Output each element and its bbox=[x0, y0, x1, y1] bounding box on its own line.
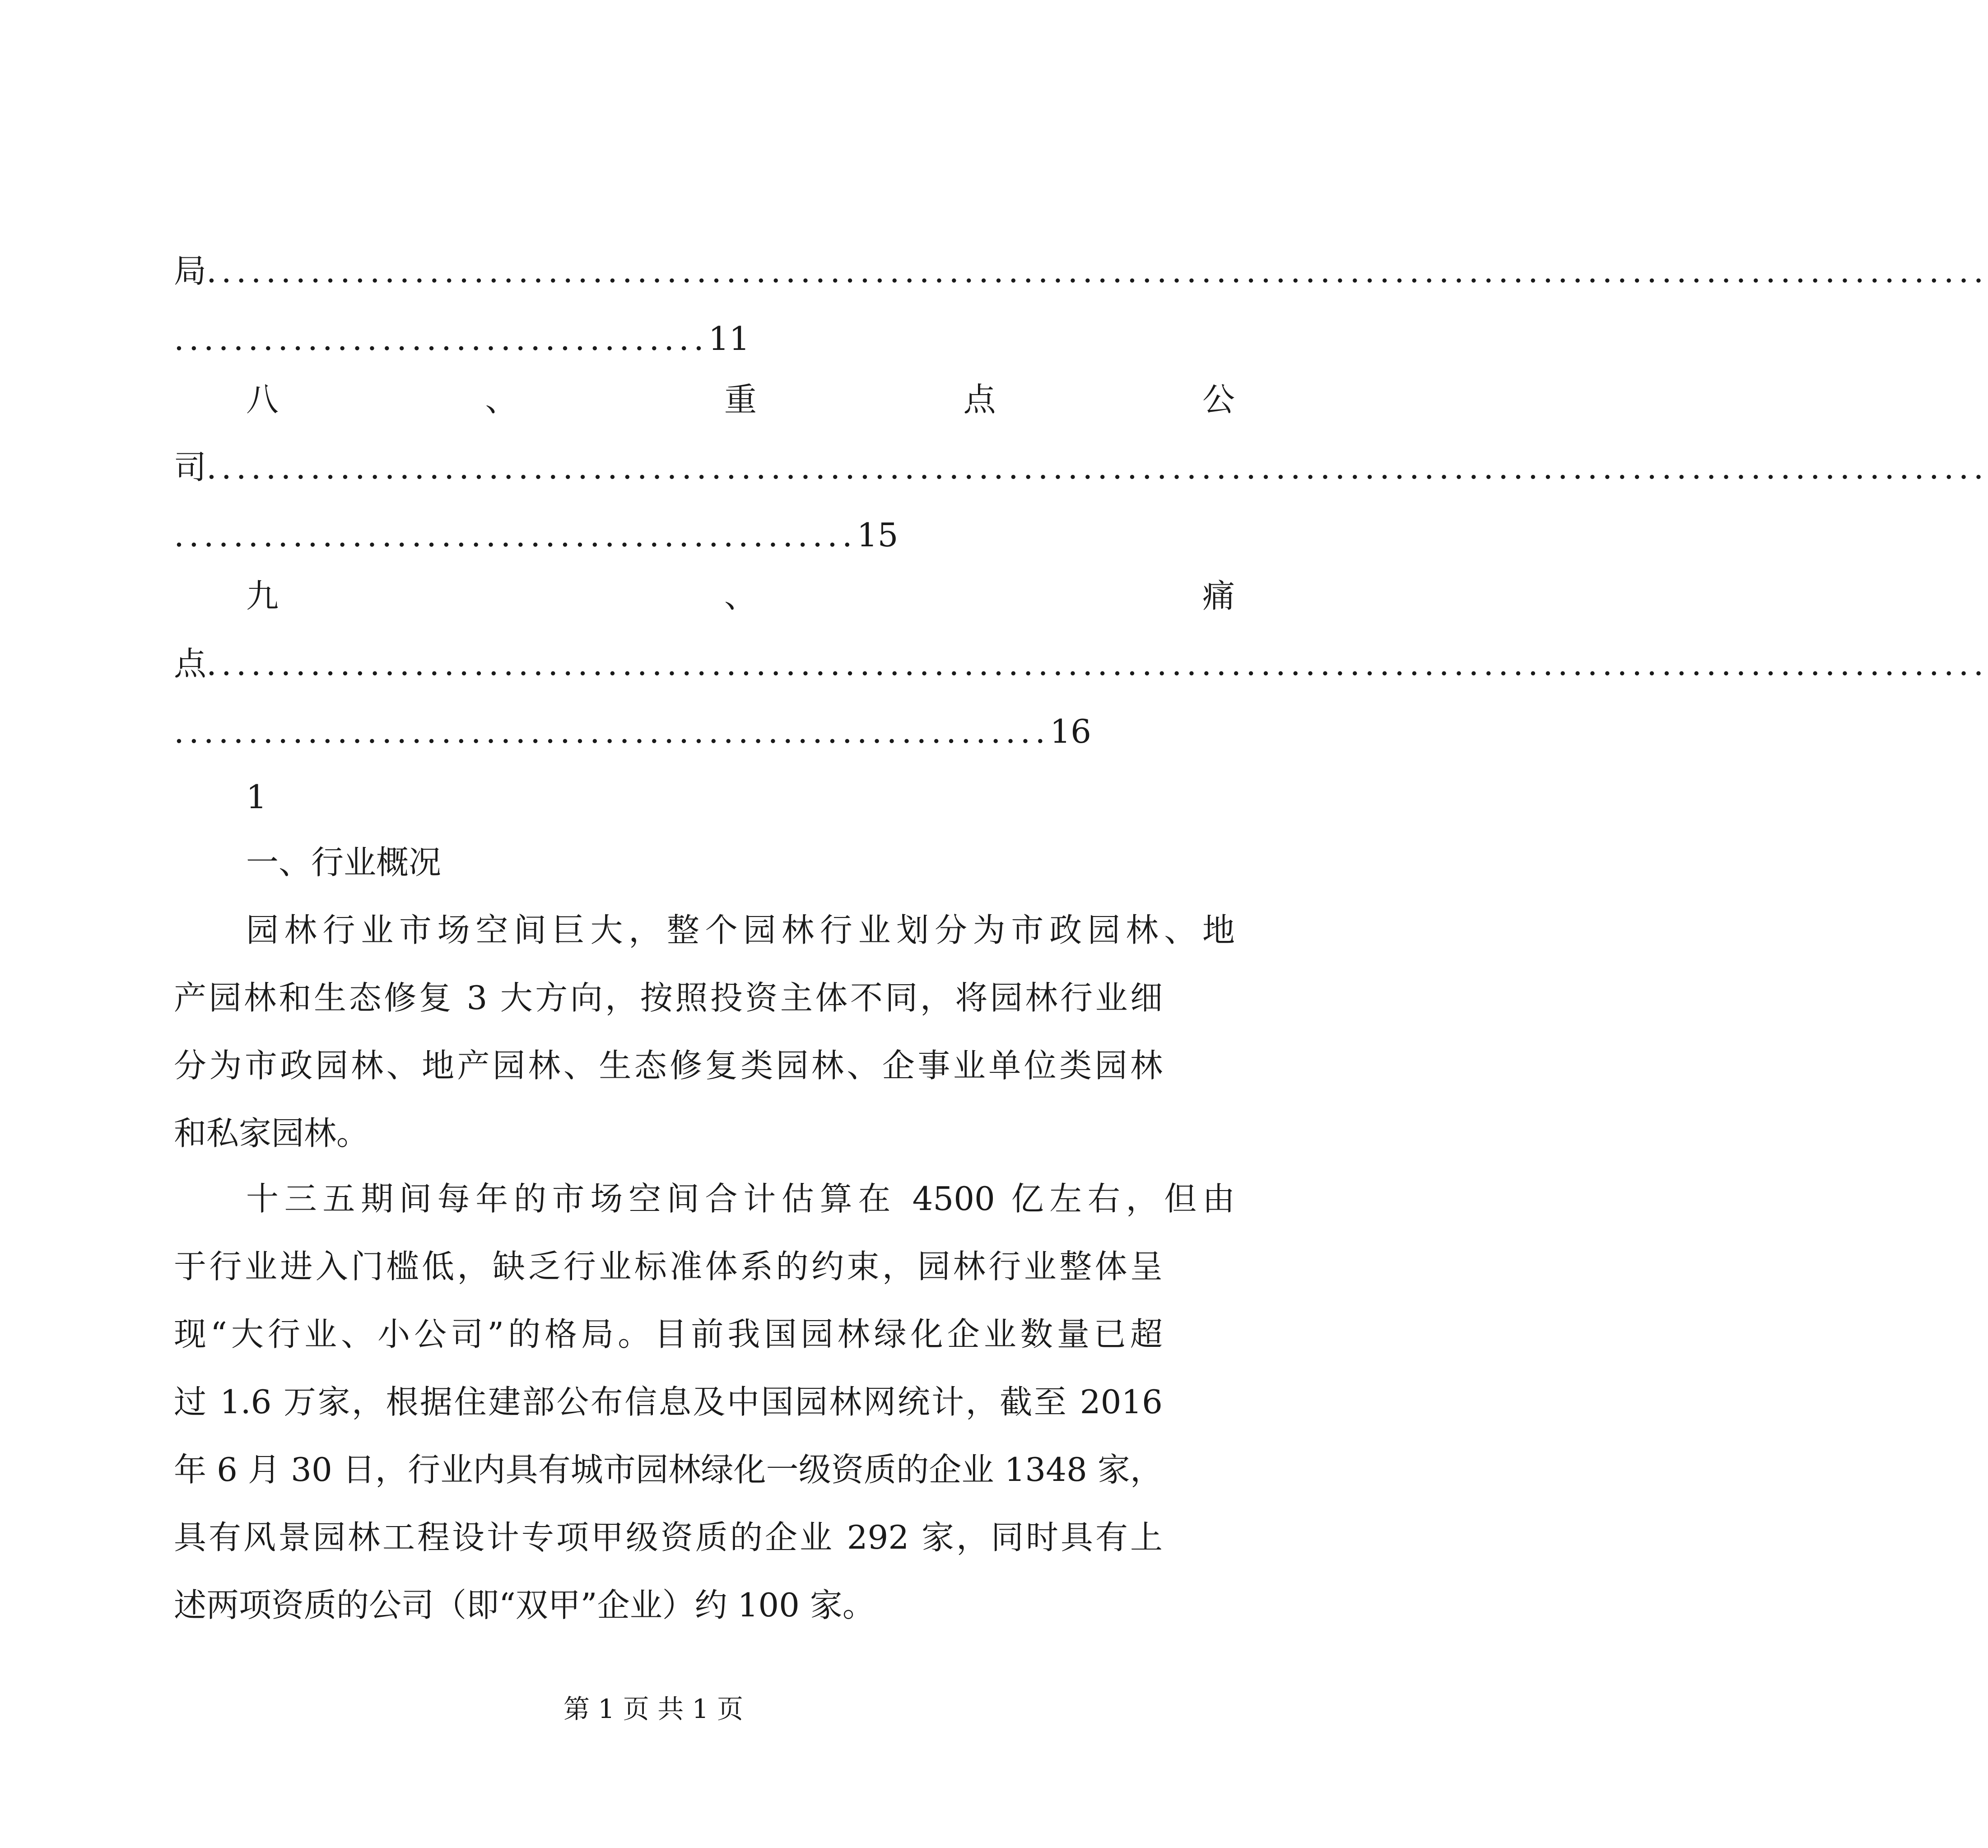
toc-entry-7-line1 bbox=[174, 237, 1988, 305]
toc-entry-8-char: 点 bbox=[963, 381, 996, 419]
toc-entry-8-char: 重 bbox=[724, 381, 757, 419]
toc-entry-8-char: 、 bbox=[485, 381, 518, 419]
toc-leader-dots: ........................................................................................................................ bbox=[206, 448, 1988, 486]
paragraph-2-line: 于行业进入门槛低，缺乏行业标准体系的约束，园林行业整体呈 bbox=[174, 1248, 1163, 1285]
toc-entry-9-line3 bbox=[174, 698, 1163, 765]
toc-leader-dots: ........................................................................................................................ bbox=[206, 645, 1988, 683]
toc-entry-7-tail: 局 bbox=[174, 252, 207, 290]
paragraph-2-line: 具有风景园林工程设计专项甲级资质的企业 292 家，同时具有上 bbox=[174, 1518, 1163, 1556]
toc-entry-9-char: 、 bbox=[724, 577, 757, 615]
paragraph-1-line: 和私家园林。 bbox=[174, 1114, 369, 1152]
toc-entry-9-line2 bbox=[174, 630, 1988, 698]
paragraph-1-line: 园林行业市场空间巨大，整个园林行业划分为市政园林、地 bbox=[246, 911, 1235, 949]
paragraph-2-line: 过 1.6 万家，根据住建部公布信息及中国园林网统计，截至 2016 bbox=[174, 1383, 1163, 1421]
toc-entry-9-char: 九 bbox=[246, 577, 279, 615]
toc-entry-9-page: 16 bbox=[1050, 712, 1091, 750]
section-heading: 一、行业概况 bbox=[246, 843, 442, 881]
toc-entry-9-char: 痛 bbox=[1202, 577, 1235, 615]
toc-entry-8-heading bbox=[174, 366, 1264, 433]
paragraph-2-line: 现“大行业、小公司”的格局。目前我国园林绿化企业数量已超 bbox=[174, 1315, 1163, 1353]
paragraph-2-line: 述两项资质的公司（即“双甲”企业）约 100 家。 bbox=[174, 1586, 875, 1624]
toc-page-number: 1 bbox=[246, 778, 267, 816]
page-footer: 第 1 页 共 1 页 bbox=[563, 1694, 743, 1724]
paragraph-1-line: 分为市政园林、地产园林、生态修复类园林、企事业单位类园林 bbox=[174, 1047, 1163, 1085]
toc-entry-8-line3 bbox=[174, 501, 1163, 569]
toc-entry-8-char: 公 bbox=[1202, 381, 1235, 419]
toc-entry-8-line2 bbox=[174, 433, 1988, 501]
toc-leader-dots: .................................... bbox=[174, 320, 708, 358]
toc-leader-dots: ........................................................... bbox=[174, 712, 1050, 750]
toc-entry-9-tail: 点 bbox=[174, 645, 207, 683]
paragraph-1-line: 产园林和生态修复 3 大方向，按照投资主体不同，将园林行业细 bbox=[174, 979, 1163, 1017]
toc-entry-8-page: 15 bbox=[857, 516, 899, 554]
paragraph-2-line: 年 6 月 30 日，行业内具有城市园林绿化一级资质的企业 1348 家， bbox=[174, 1451, 1163, 1489]
toc-leader-dots: .............................................. bbox=[174, 516, 857, 554]
toc-entry-8-char: 八 bbox=[246, 381, 279, 419]
toc-entry-7-page: 11 bbox=[708, 320, 750, 358]
toc-entry-8-tail: 司 bbox=[174, 448, 207, 486]
toc-leader-dots: ........................................................................................................................ bbox=[206, 252, 1988, 290]
paragraph-2-line: 十三五期间每年的市场空间合计估算在 4500 亿左右，但由 bbox=[246, 1180, 1235, 1218]
toc-entry-9-heading bbox=[174, 562, 1264, 630]
toc-entry-7-line2 bbox=[174, 305, 1163, 372]
